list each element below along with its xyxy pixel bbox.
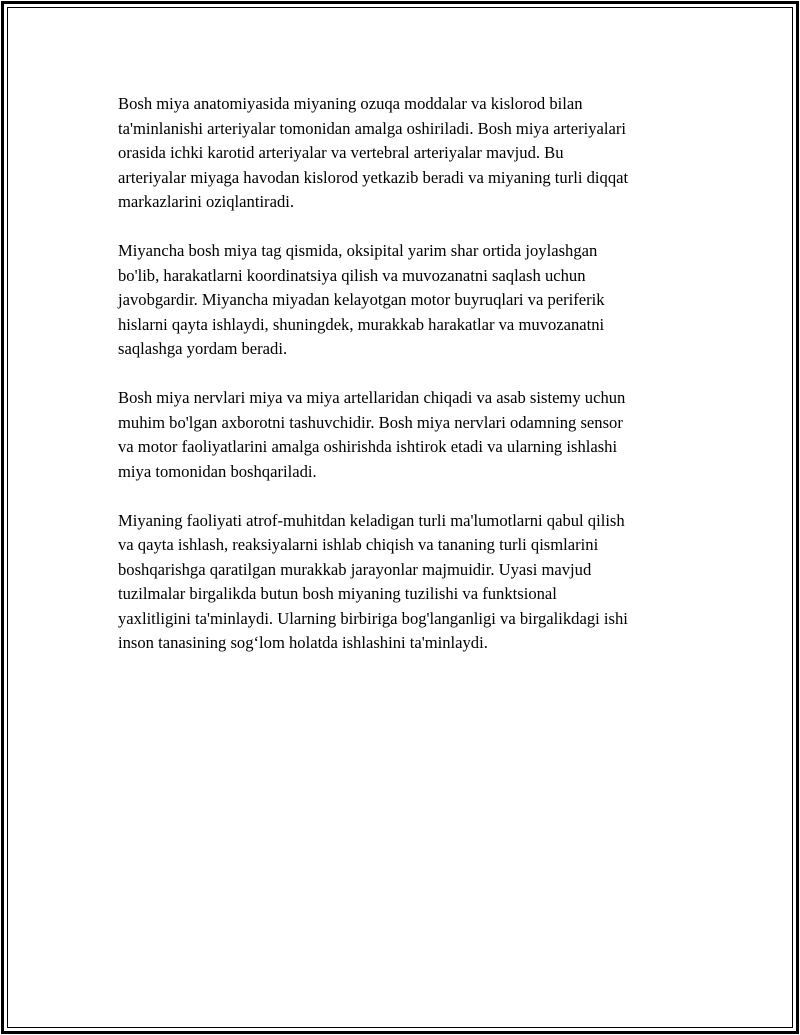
text-line: Bosh miya anatomiyasida miyaning ozuqa moddalar va kislorod bilan <box>118 94 583 113</box>
text-line: inson tanasining sog‘lom holatda ishlashini ta'minlaydi. <box>118 633 488 652</box>
text-line: miya tomonidan boshqariladi. <box>118 461 317 481</box>
text-line: Miyancha bosh miya tag qismida, oksipital yarim shar ortida joylashgan <box>118 241 598 260</box>
document-body <box>118 92 698 680</box>
text-line: Bosh miya nervlari miya va miya artellaridan chiqadi va asab sistemy uchun <box>118 388 626 407</box>
text-line: tuzilmalar birgalikda butun bosh miyaning tuzilishi va funktsional <box>118 584 557 603</box>
text-line: orasida ichki karotid arteriyalar va vertebral arteriyalar mavjud. Bu <box>118 143 564 162</box>
text-line: saqlashga yordam beradi. <box>118 339 288 358</box>
paragraph-2 <box>118 239 698 362</box>
text-line: Miyaning faoliyati atrof-muhitdan keladigan turli ma'lumotlarni qabul qilish <box>118 510 625 530</box>
text-line: muhim bo'lgan axborotni tashuvchidir. Bosh miya nervlari odamning sensor <box>118 412 623 432</box>
text-line: markazlarini oziqlantiradi. <box>118 192 295 211</box>
text-line: hislarni qayta ishlaydi, shuningdek, murakkab harakatlar va muvozanatni <box>118 314 605 334</box>
paragraph-3 <box>118 386 698 484</box>
text-line: bo'lib, harakatlarni koordinatsiya qilish va muvozanatni saqlash uchun <box>118 265 586 285</box>
text-line: va qayta ishlash, reaksiyalarni ishlab chiqish va tananing turli qismlarini <box>118 535 599 554</box>
text-line: yaxlitligini ta'minlaydi. Ularning birbiriga bog'langanligi va birgalikdagi ishi <box>118 608 628 628</box>
text-line: javobgardir. Miyancha miyadan kelayotgan motor buyruqlari va periferik <box>118 290 605 309</box>
text-line: boshqarishga qaratilgan murakkab jarayonlar majmuidir. Uyasi mavjud <box>118 559 592 579</box>
text-line: ta'minlanishi arteriyalar tomonidan amalga oshiriladi. Bosh miya arteriyalari <box>118 118 627 138</box>
text-line: va motor faoliyatlarini amalga oshirishda ishtirok etadi va ularning ishlashi <box>118 437 618 456</box>
paragraph-4 <box>118 509 698 656</box>
paragraph-1 <box>118 92 698 215</box>
text-line: arteriyalar miyaga havodan kislorod yetkazib beradi va miyaning turli diqqat <box>118 167 629 187</box>
